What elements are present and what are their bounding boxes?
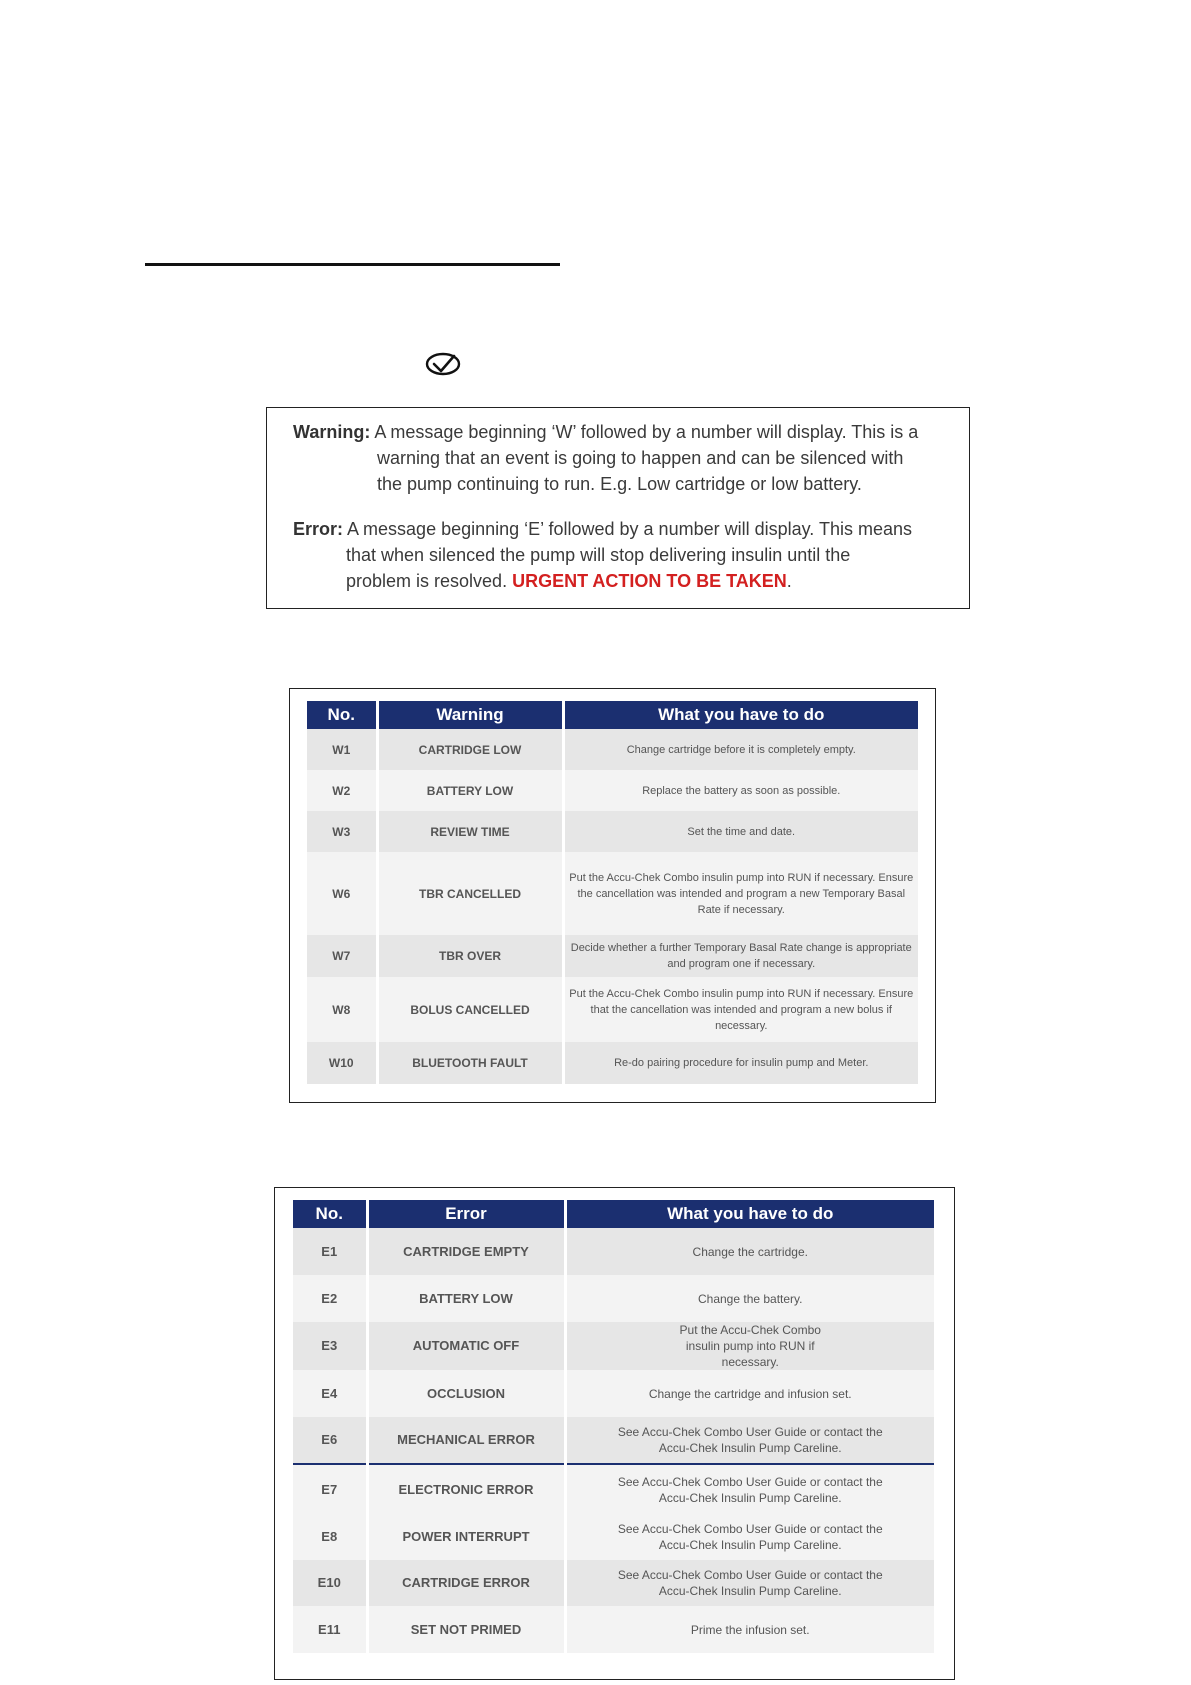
table-row bbox=[293, 1322, 934, 1370]
error-label: Error: bbox=[293, 519, 344, 539]
warning-error-info-box bbox=[266, 407, 970, 609]
error-action: See Accu-Chek Combo User Guide or contact the Accu-Chek Insulin Pump Careline. bbox=[565, 1560, 934, 1606]
warning-name: CARTRIDGE LOW bbox=[377, 729, 563, 770]
check-circle-icon bbox=[424, 350, 462, 378]
header-warning: Warning bbox=[377, 701, 563, 729]
warning-code: W8 bbox=[307, 977, 377, 1042]
table-row bbox=[307, 935, 918, 977]
error-action: See Accu-Chek Combo User Guide or contact the Accu-Chek Insulin Pump Careline. bbox=[565, 1514, 934, 1560]
error-action: Prime the infusion set. bbox=[565, 1606, 934, 1653]
error-code: E3 bbox=[293, 1322, 367, 1370]
warning-table-header bbox=[307, 701, 918, 729]
table-row bbox=[293, 1464, 934, 1514]
table-row bbox=[307, 1042, 918, 1084]
error-name: AUTOMATIC OFF bbox=[367, 1322, 565, 1370]
error-line-1: A message beginning ‘E’ followed by a number will display. This means bbox=[347, 519, 912, 539]
warning-code: W1 bbox=[307, 729, 377, 770]
header-action: What you have to do bbox=[563, 701, 918, 729]
warning-action: Put the Accu-Chek Combo insulin pump into RUN if necessary. Ensure that the cancellation was intended and program a new bolus if necessary. bbox=[563, 977, 918, 1042]
error-name: SET NOT PRIMED bbox=[367, 1606, 565, 1653]
warning-name: BLUETOOTH FAULT bbox=[377, 1042, 563, 1084]
error-action: Change the cartridge. bbox=[565, 1228, 934, 1275]
section-underline bbox=[145, 263, 560, 266]
warning-code: W7 bbox=[307, 935, 377, 977]
table-row bbox=[307, 729, 918, 770]
table-row bbox=[293, 1514, 934, 1560]
warning-name: TBR OVER bbox=[377, 935, 563, 977]
warning-name: TBR CANCELLED bbox=[377, 852, 563, 935]
header-no: No. bbox=[307, 701, 377, 729]
header-action: What you have to do bbox=[565, 1200, 934, 1228]
error-name: POWER INTERRUPT bbox=[367, 1514, 565, 1560]
error-action: Change the cartridge and infusion set. bbox=[565, 1370, 934, 1417]
error-line-3: problem is resolved. bbox=[346, 571, 508, 591]
error-code: E11 bbox=[293, 1606, 367, 1653]
header-no: No. bbox=[293, 1200, 367, 1228]
warning-code: W2 bbox=[307, 770, 377, 811]
table-row bbox=[293, 1228, 934, 1275]
warning-table-frame bbox=[289, 688, 936, 1103]
warning-action: Decide whether a further Temporary Basal Rate change is appropriate and program one if necessary. bbox=[563, 935, 918, 977]
warning-paragraph bbox=[293, 419, 918, 497]
table-row bbox=[293, 1417, 934, 1464]
warning-name: BATTERY LOW bbox=[377, 770, 563, 811]
header-error: Error bbox=[367, 1200, 565, 1228]
warning-action: Replace the battery as soon as possible. bbox=[563, 770, 918, 811]
urgent-action-text: URGENT ACTION TO BE TAKEN bbox=[512, 571, 787, 591]
warning-table bbox=[307, 701, 918, 1084]
table-row bbox=[293, 1606, 934, 1653]
error-name: MECHANICAL ERROR bbox=[367, 1417, 565, 1464]
error-name: OCCLUSION bbox=[367, 1370, 565, 1417]
error-code: E6 bbox=[293, 1417, 367, 1464]
warning-action: Change cartridge before it is completely empty. bbox=[563, 729, 918, 770]
warning-code: W10 bbox=[307, 1042, 377, 1084]
table-row bbox=[307, 977, 918, 1042]
warning-action: Set the time and date. bbox=[563, 811, 918, 852]
error-code: E4 bbox=[293, 1370, 367, 1417]
table-row bbox=[307, 811, 918, 852]
warning-name: BOLUS CANCELLED bbox=[377, 977, 563, 1042]
warning-label: Warning: bbox=[293, 422, 371, 442]
error-name: BATTERY LOW bbox=[367, 1275, 565, 1322]
error-line-2: that when silenced the pump will stop delivering insulin until the bbox=[346, 545, 851, 565]
error-code: E8 bbox=[293, 1514, 367, 1560]
warning-action: Put the Accu-Chek Combo insulin pump into RUN if necessary. Ensure the cancellation was intended and program a new Temporary Basal Rate if necessary. bbox=[563, 852, 918, 935]
warning-line-2: warning that an event is going to happen and can be silenced with bbox=[377, 448, 904, 468]
warning-code: W3 bbox=[307, 811, 377, 852]
error-action: See Accu-Chek Combo User Guide or contact the Accu-Chek Insulin Pump Careline. bbox=[565, 1417, 934, 1464]
error-code: E1 bbox=[293, 1228, 367, 1275]
table-row bbox=[293, 1370, 934, 1417]
error-table bbox=[293, 1200, 934, 1653]
error-code: E2 bbox=[293, 1275, 367, 1322]
urgent-suffix: . bbox=[786, 571, 792, 591]
error-name: ELECTRONIC ERROR bbox=[367, 1464, 565, 1514]
error-table-header bbox=[293, 1200, 934, 1228]
table-row bbox=[293, 1275, 934, 1322]
error-action: Put the Accu-Chek Combo insulin pump into RUN if necessary. bbox=[565, 1322, 934, 1370]
error-code: E10 bbox=[293, 1560, 367, 1606]
warning-action: Re-do pairing procedure for insulin pump and Meter. bbox=[563, 1042, 918, 1084]
table-row bbox=[307, 852, 918, 935]
error-code: E7 bbox=[293, 1464, 367, 1514]
error-action: See Accu-Chek Combo User Guide or contact the Accu-Chek Insulin Pump Careline. bbox=[565, 1464, 934, 1514]
error-table-frame bbox=[274, 1187, 955, 1680]
error-paragraph bbox=[293, 516, 912, 594]
table-row bbox=[293, 1560, 934, 1606]
warning-line-1: A message beginning ‘W’ followed by a number will display. This is a bbox=[374, 422, 919, 442]
error-name: CARTRIDGE EMPTY bbox=[367, 1228, 565, 1275]
warning-line-3: the pump continuing to run. E.g. Low cartridge or low battery. bbox=[377, 474, 862, 494]
warning-name: REVIEW TIME bbox=[377, 811, 563, 852]
error-action: Change the battery. bbox=[565, 1275, 934, 1322]
warning-code: W6 bbox=[307, 852, 377, 935]
error-name: CARTRIDGE ERROR bbox=[367, 1560, 565, 1606]
table-row bbox=[307, 770, 918, 811]
